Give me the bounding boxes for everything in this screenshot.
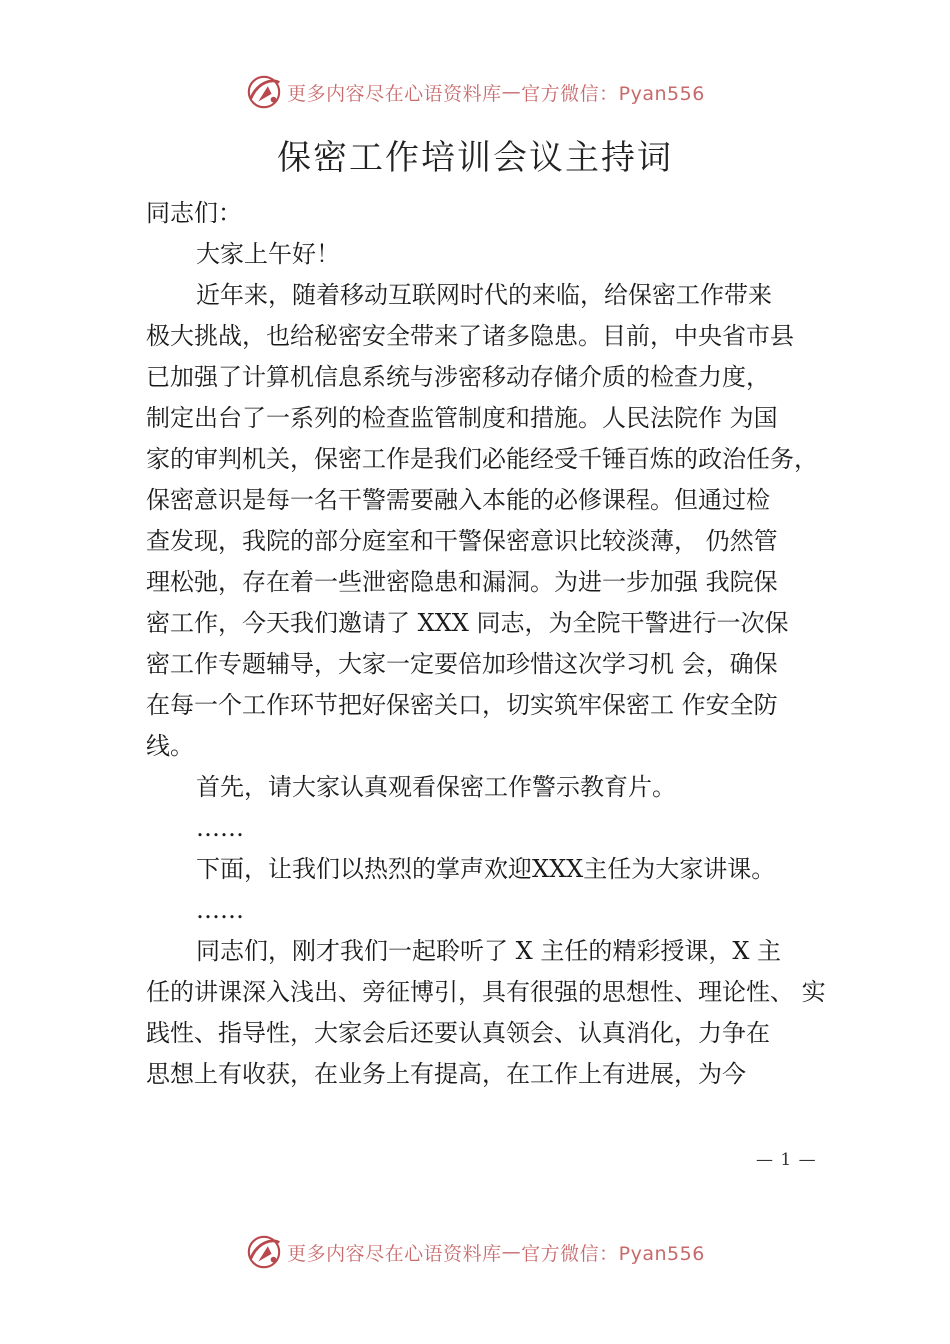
document-title: 保密工作培训会议主持词	[277, 138, 673, 178]
body-line: ……	[196, 814, 244, 842]
body-line: 践性、指导性，大家会后还要认真领会、认真消化，力争在	[146, 1019, 770, 1047]
body-line: 下面，让我们以热烈的掌声欢迎XXX主任为大家讲课。	[196, 855, 776, 883]
banner-text: 更多内容尽在心语资料库	[287, 82, 502, 105]
footer-banner	[0, 1232, 950, 1272]
body-line: 首先，请大家认真观看保密工作警示教育片。	[196, 773, 676, 801]
body-line: ……	[196, 896, 244, 924]
body-line: 家的审判机关，保密工作是我们必能经受千锤百炼的政治任务，	[146, 445, 818, 473]
brand-logo-icon	[245, 73, 283, 111]
banner-separator: —	[501, 1241, 522, 1263]
banner-text: 更多内容尽在心语资料库	[287, 1242, 502, 1265]
body-line: 理松弛，存在着一些泄密隐患和漏洞。为进一步加强 我院保	[146, 568, 778, 596]
banner-wechat: 官方微信：Pyan556	[521, 82, 705, 105]
body-line: 线。	[146, 732, 194, 760]
body-line: 同志们，刚才我们一起聆听了 X 主任的精彩授课，X 主	[196, 937, 782, 965]
body-line: 密工作专题辅导，大家一定要倍加珍惜这次学习机 会，确保	[146, 650, 778, 678]
brand-logo-icon	[245, 1233, 283, 1271]
body-line: 近年来，随着移动互联网时代的来临，给保密工作带来	[196, 281, 772, 309]
banner-separator: —	[501, 81, 522, 103]
greeting: 同志们：	[146, 199, 242, 227]
body-line: 密工作，今天我们邀请了 XXX 同志，为全院干警进行一次保	[146, 609, 789, 637]
banner-wechat: 官方微信：Pyan556	[521, 1242, 705, 1265]
body-line: 大家上午好！	[196, 240, 340, 268]
body-line: 极大挑战，也给秘密安全带来了诸多隐患。目前，中央省市县	[146, 322, 794, 350]
body-line: 制定出台了一系列的检查监管制度和措施。人民法院作 为国	[146, 404, 778, 432]
body-line: 思想上有收获，在业务上有提高，在工作上有进展，为今	[146, 1060, 746, 1088]
document-body	[146, 193, 846, 1095]
body-line: 已加强了计算机信息系统与涉密移动存储介质的检查力度，	[146, 363, 770, 391]
page-number: — 1 —	[756, 1150, 817, 1170]
body-line: 保密意识是每一名干警需要融入本能的必修课程。但通过检	[146, 486, 770, 514]
body-line: 查发现，我院的部分庭室和干警保密意识比较淡薄， 仍然管	[146, 527, 778, 555]
header-banner	[0, 72, 950, 112]
body-line: 任的讲课深入浅出、旁征博引，具有很强的思想性、理论性、 实	[146, 978, 826, 1006]
body-line: 在每一个工作环节把好保密关口，切实筑牢保密工 作安全防	[146, 691, 778, 719]
